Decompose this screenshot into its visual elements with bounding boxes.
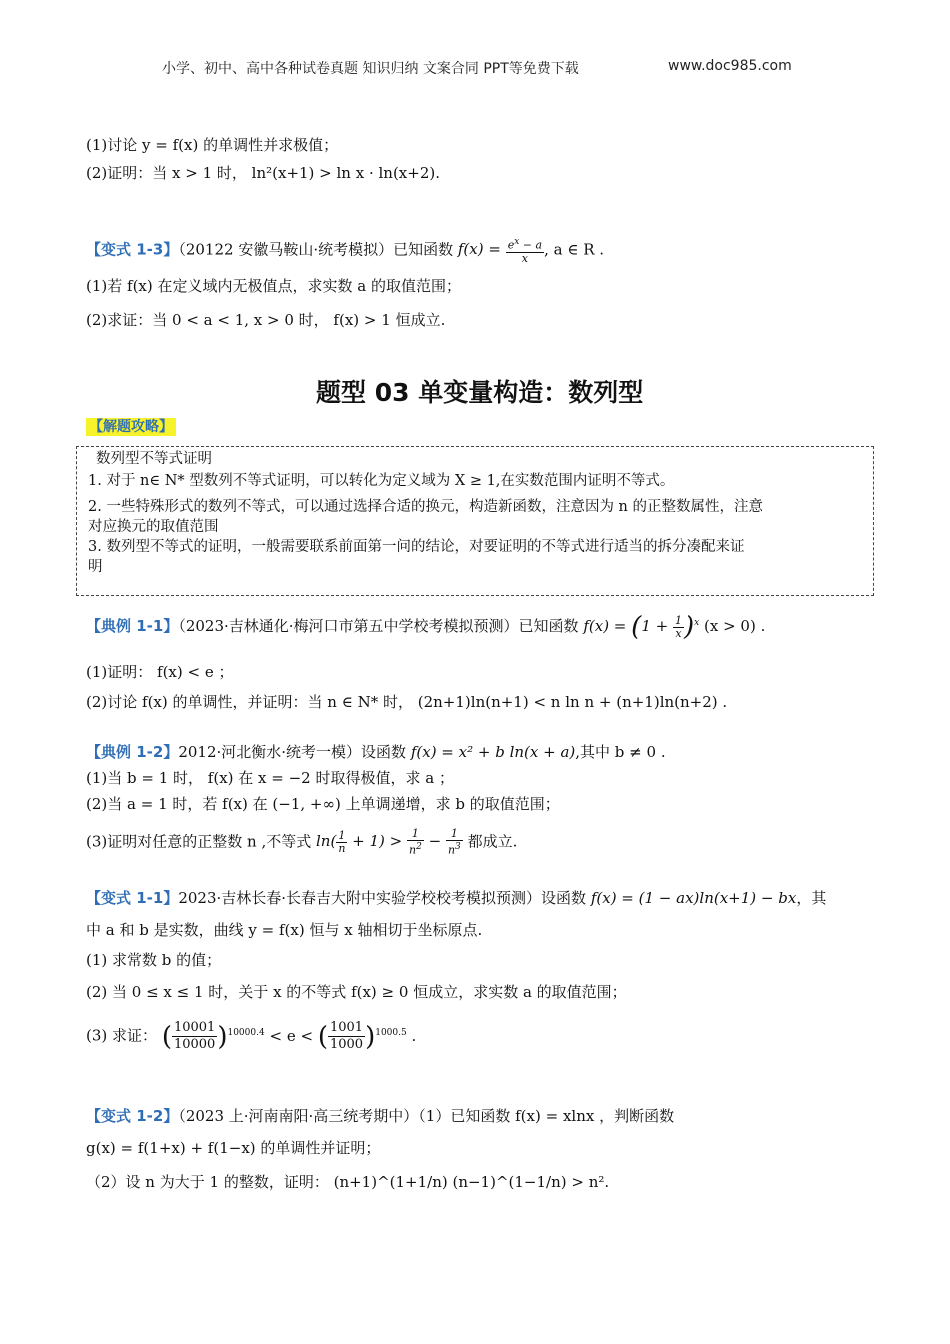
site-header-url[interactable]: www.doc985.com (668, 58, 792, 74)
example-1-1-intro (86, 613, 765, 640)
strategy-point-1: 1. 对于 n∈ N* 型数列不等式证明，可以转化为定义域为 X ≥ 1,在实数范围内证明不等式。 (88, 473, 675, 489)
variant-1-2-tag: 【变式 1-2】 (86, 1107, 179, 1125)
strategy-point-3-cont: 明 (88, 559, 103, 575)
example-1-2-q3-inequality: ln( $\frac{1}{n}$ + 1) > $\frac{1}{n^2}$ − $\frac{1}{n^3}$ (316, 827, 461, 857)
example-1-2-q3 (86, 828, 517, 857)
variant-1-1-q3-label: (3) 求证： (86, 1026, 158, 1045)
example-1-2-q1: (1)当 b = 1 时， f(x) 在 x = −2 时取得极值，求 a ； (86, 769, 454, 787)
variant-1-1-function: f(x) = (1 − ax)ln(x+1) − bx (590, 889, 797, 907)
variant-1-2-line2: g(x) = f(1+x) + f(1−x) 的单调性并证明； (86, 1139, 381, 1157)
section-title: 题型 03 单变量构造：数列型 (316, 378, 644, 407)
variant-1-3-tag: 【变式 1-3】 (86, 240, 179, 259)
variant-1-1-tag: 【变式 1-1】 (86, 889, 179, 907)
variant-1-3-source: （20122 安徽马鞍山·统考模拟）已知函数 (178, 240, 454, 259)
variant-1-1-tail: ，其 (796, 889, 827, 907)
example-1-2-function: f(x) = x² + b ln(x + a) (410, 743, 576, 761)
example-1-1-q2-inequality: (2n+1)ln(n+1) < n ln n + (n+1)ln(n+2) . (417, 693, 728, 711)
example-1-1-tag: 【典例 1-1】 (86, 617, 179, 635)
strategy-label-text: 【解题攻略】 (86, 418, 176, 436)
example-1-1-q2-text: (2)讨论 f(x) 的单调性，并证明：当 n ∈ N* 时， (86, 693, 413, 711)
variant-1-3-q2: (2)求证：当 0 < a < 1, x > 0 时， f(x) > 1 恒成立. (86, 311, 446, 329)
strategy-point-2-cont: 对应换元的取值范围 (88, 519, 219, 535)
strategy-point-3: 3. 数列型不等式的证明，一般需要联系前面第一问的结论，对要证明的不等式进行适当的拆分凑配来证 (88, 539, 745, 555)
variant-1-3-intro (86, 236, 604, 265)
variant-1-1-intro (86, 888, 826, 908)
variant-1-1-line2: 中 a 和 b 是实数，曲线 y = f(x) 恒与 x 轴相切于坐标原点. (86, 921, 483, 939)
variant-1-1-q1: (1) 求常数 b 的值； (86, 951, 222, 969)
example-1-1-source: （2023·吉林通化·梅河口市第五中学校考模拟预测）已知函数 (178, 617, 579, 635)
example-1-2-source: 2012·河北衡水·统考一模）设函数 (178, 743, 407, 761)
site-header-text: 小学、初中、高中各种试卷真题 知识归纳 文案合同 PPT等免费下载 (162, 61, 579, 77)
variant-1-1-q3-inequality: ( $\frac{10001}{10000}$ )$^{10000.4}$ < e < ( $\frac{1001}{1000}$ )$^{1000.5}$ . (161, 1020, 417, 1052)
strategy-label (86, 416, 176, 436)
example-1-1-function: f(x) = (1 + $\frac{1}{x}$ )$^x$ (583, 612, 700, 642)
example-1-2-q2: (2)当 a = 1 时，若 f(x) 在 (−1, +∞) 上单调递增，求 b 的取值范围； (86, 795, 560, 813)
strategy-heading: 数列型不等式证明 (96, 451, 212, 467)
variant-1-2-intro (86, 1106, 674, 1126)
variant-1-3-function: f(x) = $\frac{e^x - a}{x}$ (457, 237, 543, 265)
variant-1-3-q1: (1)若 f(x) 在定义域内无极值点，求实数 a 的取值范围； (86, 277, 461, 295)
example-1-1-q2 (86, 692, 727, 712)
top-question-2: (2)证明：当 x > 1 时， ln²(x+1) > ln x · ln(x+2). (86, 164, 441, 182)
variant-1-3-function-tail: , a ∈ R . (544, 240, 605, 259)
example-1-2-condition: ,其中 b ≠ 0 . (575, 743, 666, 761)
example-1-2-intro (86, 742, 666, 762)
variant-1-1-source: 2023·吉林长春·长春吉大附中实验学校校考模拟预测）设函数 (178, 889, 587, 907)
example-1-1-q1: (1)证明： f(x) < e ； (86, 663, 234, 681)
example-1-2-q3-text: (3)证明对任意的正整数 n ,不等式 (86, 832, 312, 851)
variant-1-1-q3 (86, 1020, 416, 1053)
strategy-point-2: 2. 一些特殊形式的数列不等式，可以通过选择合适的换元，构造新函数，注意因为 n 的正整数属性，注意 (88, 499, 763, 515)
example-1-2-tag: 【典例 1-2】 (86, 743, 179, 761)
variant-1-2-q2: （2）设 n 为大于 1 的整数，证明： (n+1)^(1+1/n) (n−1)^(1−1/n) > n². (86, 1173, 610, 1191)
variant-1-2-source: （2023 上·河南南阳·高三统考期中）（1）已知函数 f(x) = xlnx ，判断函数 (178, 1107, 675, 1125)
example-1-2-q3-tail: 都成立. (467, 832, 518, 851)
variant-1-1-q2: (2) 当 0 ≤ x ≤ 1 时，关于 x 的不等式 f(x) ≥ 0 恒成立，求实数 a 的取值范围； (86, 983, 627, 1001)
top-question-1: (1)讨论 y = f(x) 的单调性并求极值； (86, 136, 339, 154)
example-1-1-condition: (x > 0) . (703, 617, 766, 635)
